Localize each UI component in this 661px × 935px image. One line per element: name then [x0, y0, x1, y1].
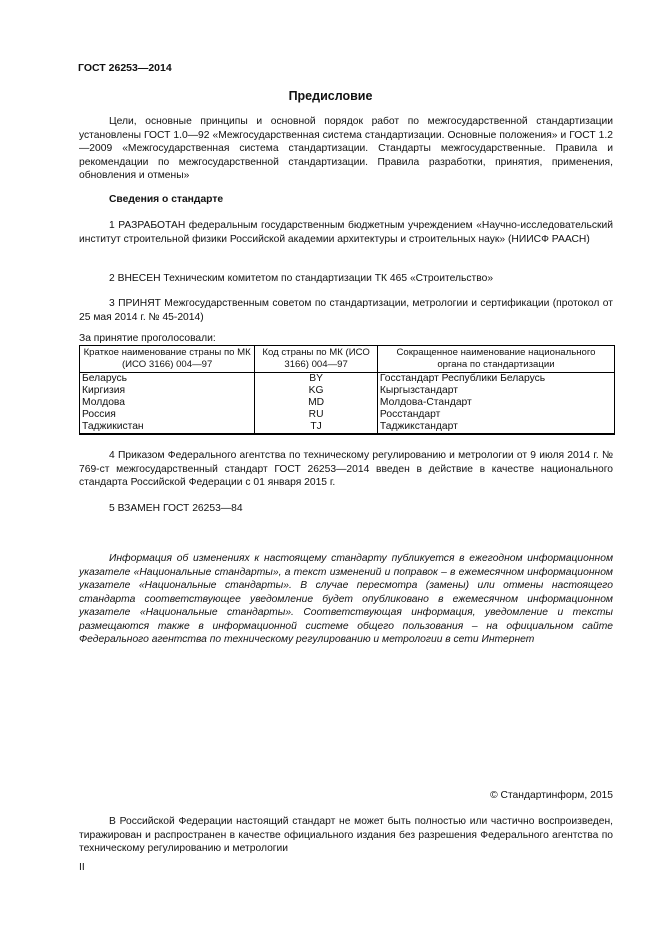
country-cell: Беларусь: [80, 373, 255, 386]
body-cell: Таджикстандарт: [377, 421, 614, 434]
page-number: II: [79, 862, 85, 873]
body-cell: Госстандарт Республики Беларусь: [377, 373, 614, 386]
code-cell: BY: [255, 373, 378, 386]
page-title: Предисловие: [288, 89, 373, 103]
votes-caption: За принятие проголосовали:: [79, 333, 216, 344]
body-cell: Молдова-Стандарт: [377, 397, 614, 409]
changes-notice: Информация об изменениях к настоящему стандарту публикуется в ежегодном информационном указателе «Национальные стандарты», а текст изменений и поправок – в ежемесячном информационном указателе «Национальные стандарты». В случае пересмотра (замены) или отмены настоящего стандарта соответствующее уведомление будет опубликовано в ежемесячном информационном указателе «Национальные стандарты». Соответствующая информация, уведомление и тексты размещаются также в информационной системе общего пользования – на официальном сайте Федерального агентства по техническому регулированию и метрологии в сети Интернет: [79, 553, 613, 645]
document-code: ГОСТ 26253—2014: [78, 62, 172, 74]
item-developed: 1 РАЗРАБОТАН федеральным государственным бюджетным учреждением «Научно-исследовательский институт строительной физики Российской академии архитектуры и строительных наук» (НИИСФ РААСН): [79, 220, 613, 245]
table-row: [80, 421, 615, 434]
header-code: Код страны по МК (ИСО 3166) 004—97: [255, 346, 378, 373]
header-standards-body: Сокращенное наименование национального органа по стандартизации: [377, 346, 614, 373]
country-cell: Россия: [80, 409, 255, 421]
votes-table: [79, 345, 615, 435]
body-cell: Росстандарт: [377, 409, 614, 421]
copyright: © Стандартинформ, 2015: [490, 790, 613, 801]
section-heading: Сведения о стандарте: [109, 194, 224, 205]
header-country: Краткое наименование страны по МК (ИСО 3166) 004—97: [80, 346, 255, 373]
rights-notice: В Российской Федерации настоящий стандарт не может быть полностью или частично воспроизведен, тиражирован и распространен в качестве официального издания без разрешения Федерального агентства по техническому регулированию и метрологии: [79, 816, 613, 854]
item-enacted: 4 Приказом Федерального агентства по техническому регулированию и метрологии от 9 июля 2014 г. № 769-ст межгосударственный стандарт ГОСТ 26253—2014 введен в действие в качестве национального стандарта Российской Федерации с 01 января 2015 г.: [79, 450, 613, 488]
code-cell: RU: [255, 409, 378, 421]
code-cell: MD: [255, 397, 378, 409]
item-introduced: 2 ВНЕСЕН Техническим комитетом по стандартизации ТК 465 «Строительство»: [109, 273, 494, 284]
country-cell: Киргизия: [80, 385, 255, 397]
item-replaces: 5 ВЗАМЕН ГОСТ 26253—84: [109, 503, 243, 514]
country-cell: Молдова: [80, 397, 255, 409]
table-row: [80, 397, 615, 409]
table-header-row: [80, 346, 615, 373]
table-row: [80, 409, 615, 421]
body-cell: Кыргызстандарт: [377, 385, 614, 397]
code-cell: TJ: [255, 421, 378, 434]
item-adopted: 3 ПРИНЯТ Межгосударственным советом по стандартизации, метрологии и сертификации (протокол от 25 мая 2014 г. № 45-2014): [79, 298, 613, 323]
code-cell: KG: [255, 385, 378, 397]
table-row: [80, 385, 615, 397]
table-row: [80, 373, 615, 386]
intro-paragraph: Цели, основные принципы и основной порядок работ по межгосударственной стандартизации установлены ГОСТ 1.0—92 «Межгосударственная система стандартизации. Основные положения» и ГОСТ 1.2—2009 «Межгосударственная система стандартизации. Стандарты межгосударственные. Правила и рекомендации по межгосударственной стандартизации. Правила разработки, принятия, применения, обновления и отмены»: [79, 116, 613, 181]
country-cell: Таджикистан: [80, 421, 255, 434]
